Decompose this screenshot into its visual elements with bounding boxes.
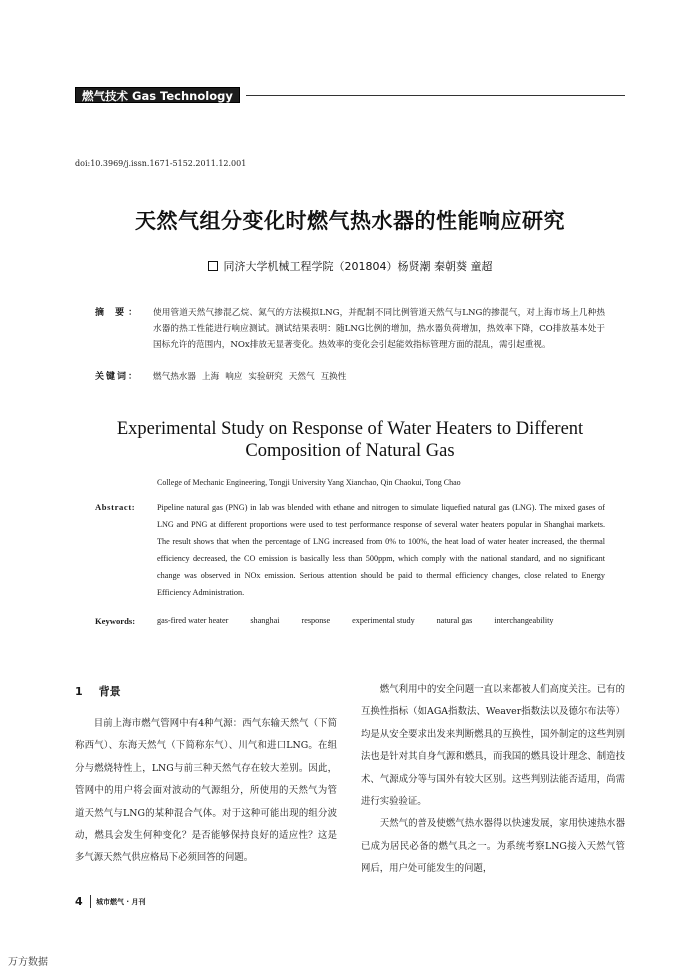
keyword-en: gas-fired water heater: [157, 616, 229, 625]
journal-name: 城市燃气 · 月刊: [96, 898, 146, 906]
section-title: 背景: [98, 685, 121, 698]
paragraph: 燃气利用中的安全问题一直以来都被人们高度关注。已有的互换性指标（如AGA指数法、Weaver指数法以及德尔布法等）均是从安全要求出发来判断燃具的互换性，国外制定的这些判别法也是针对其自身气源和燃具，而我国的燃具设计理念、制造技术、气源成分等与国外有较大区别。这些判别法能否适用，尚需进行实验验证。: [361, 684, 625, 808]
paragraph: 目前上海市燃气管网中有4种气源：西气东输天然气（下简称西气）、东海天然气（下简称东气）、川气和进口LNG。在组分与燃烧特性上，LNG与前三种天然气存在较大差别。因此，管网中的用户将会面对波动的气源组分，所使用的天然气为管道天然气与LNG的某种混合气体。对于这种可能出现的组分波动，燃具会发生何种变化？是否能够保持良好的适应性？这是多气源天然气供应格局下必须回答的问题。: [75, 718, 337, 864]
header-rule: [246, 95, 625, 96]
title-en: [0, 418, 700, 462]
authors-cn: [0, 258, 700, 274]
keyword-en: natural gas: [436, 616, 473, 625]
watermark: 万方数据: [8, 957, 48, 968]
abstract-cn: [95, 305, 605, 354]
keyword-en: shanghai: [250, 616, 280, 625]
body-column-left: [75, 713, 337, 870]
keyword-cn: 上海: [201, 372, 220, 382]
title-cn: 天然气组分变化时燃气热水器的性能响应研究: [135, 208, 565, 233]
page-number: 4: [75, 895, 83, 908]
abstract-en: [95, 499, 605, 602]
keyword-cn: 燃气热水器: [153, 372, 196, 382]
square-bullet-icon: [208, 261, 218, 271]
paragraph: 天然气的普及使燃气热水器得以快速发展，家用快速热水器已成为居民必备的燃气具之一。为系统考察LNG接入天然气管网后，用户处可能发生的问题，: [361, 818, 625, 875]
keyword-cn: 实验研究: [248, 372, 283, 382]
keyword-cn: 互换性: [320, 372, 347, 382]
keyword-cn: 天然气: [288, 372, 315, 382]
keyword-cn: 响应: [225, 372, 243, 382]
keywords-en-label: Keywords:: [95, 616, 136, 626]
keyword-en: response: [301, 616, 331, 625]
section-tag: 燃气技术 Gas Technology: [75, 87, 240, 103]
affiliation-en: College of Mechanic Engineering, Tongji University Yang Xianchao, Qin Chaokui, Tong Chao: [157, 478, 461, 487]
abstract-cn-text: 使用管道天然气掺混乙烷、氮气的方法模拟LNG，并配制不同比例管道天然气与LNG的掺混气，对上海市场上几种热水器的热工性能进行响应测试。测试结果表明：随LNG比例的增加，热水器负荷增加，热效率下降，CO排放基本处于国标允许的范围内，NOx排放无显著变化。热效率的变化会引起能效指标管理方面的混乱，需引起重视。: [153, 308, 605, 351]
abstract-en-text: Pipeline natural gas (PNG) in lab was blended with ethane and nitrogen to simulate liquefied natural gas (LNG). The mixed gases of LNG and PNG at different proportions were used to test performance response of several water heaters popular in Shanghai markets. The result shows that when the percentage of LNG increased from 0% to 100%, the heat load of water heater increased, the thermal efficiency decreased, the CO emission is basically less than 500ppm, which comply with the national standard, and no significant change was observed in NOx emission. Serious attention should be paid to thermal efficiency changes, close related to Energy Efficiency Administration.: [157, 503, 605, 598]
section-heading: [75, 683, 121, 699]
title-en-line1: Experimental Study on Response of Water Heaters to Different: [116, 419, 584, 439]
title-en-line2: Composition of Natural Gas: [245, 441, 455, 461]
section-number: 1: [75, 685, 83, 698]
body-column-right: [361, 679, 625, 881]
authors-cn-text: 同济大学机械工程学院（201804）杨贤潮 秦朝葵 童超: [223, 260, 493, 273]
section-header: [75, 87, 625, 103]
keywords-en: [95, 616, 605, 626]
keyword-en: experimental study: [352, 616, 415, 625]
keyword-en: interchangeability: [494, 616, 554, 625]
abstract-en-label: Abstract:: [95, 502, 136, 512]
abstract-cn-label: 摘 要：: [95, 308, 142, 318]
footer-divider: [90, 895, 91, 908]
keywords-cn: [95, 369, 605, 385]
keywords-cn-label: 关键词：: [95, 372, 140, 382]
doi: doi:10.3969/j.issn.1671-5152.2011.12.001: [75, 159, 247, 168]
